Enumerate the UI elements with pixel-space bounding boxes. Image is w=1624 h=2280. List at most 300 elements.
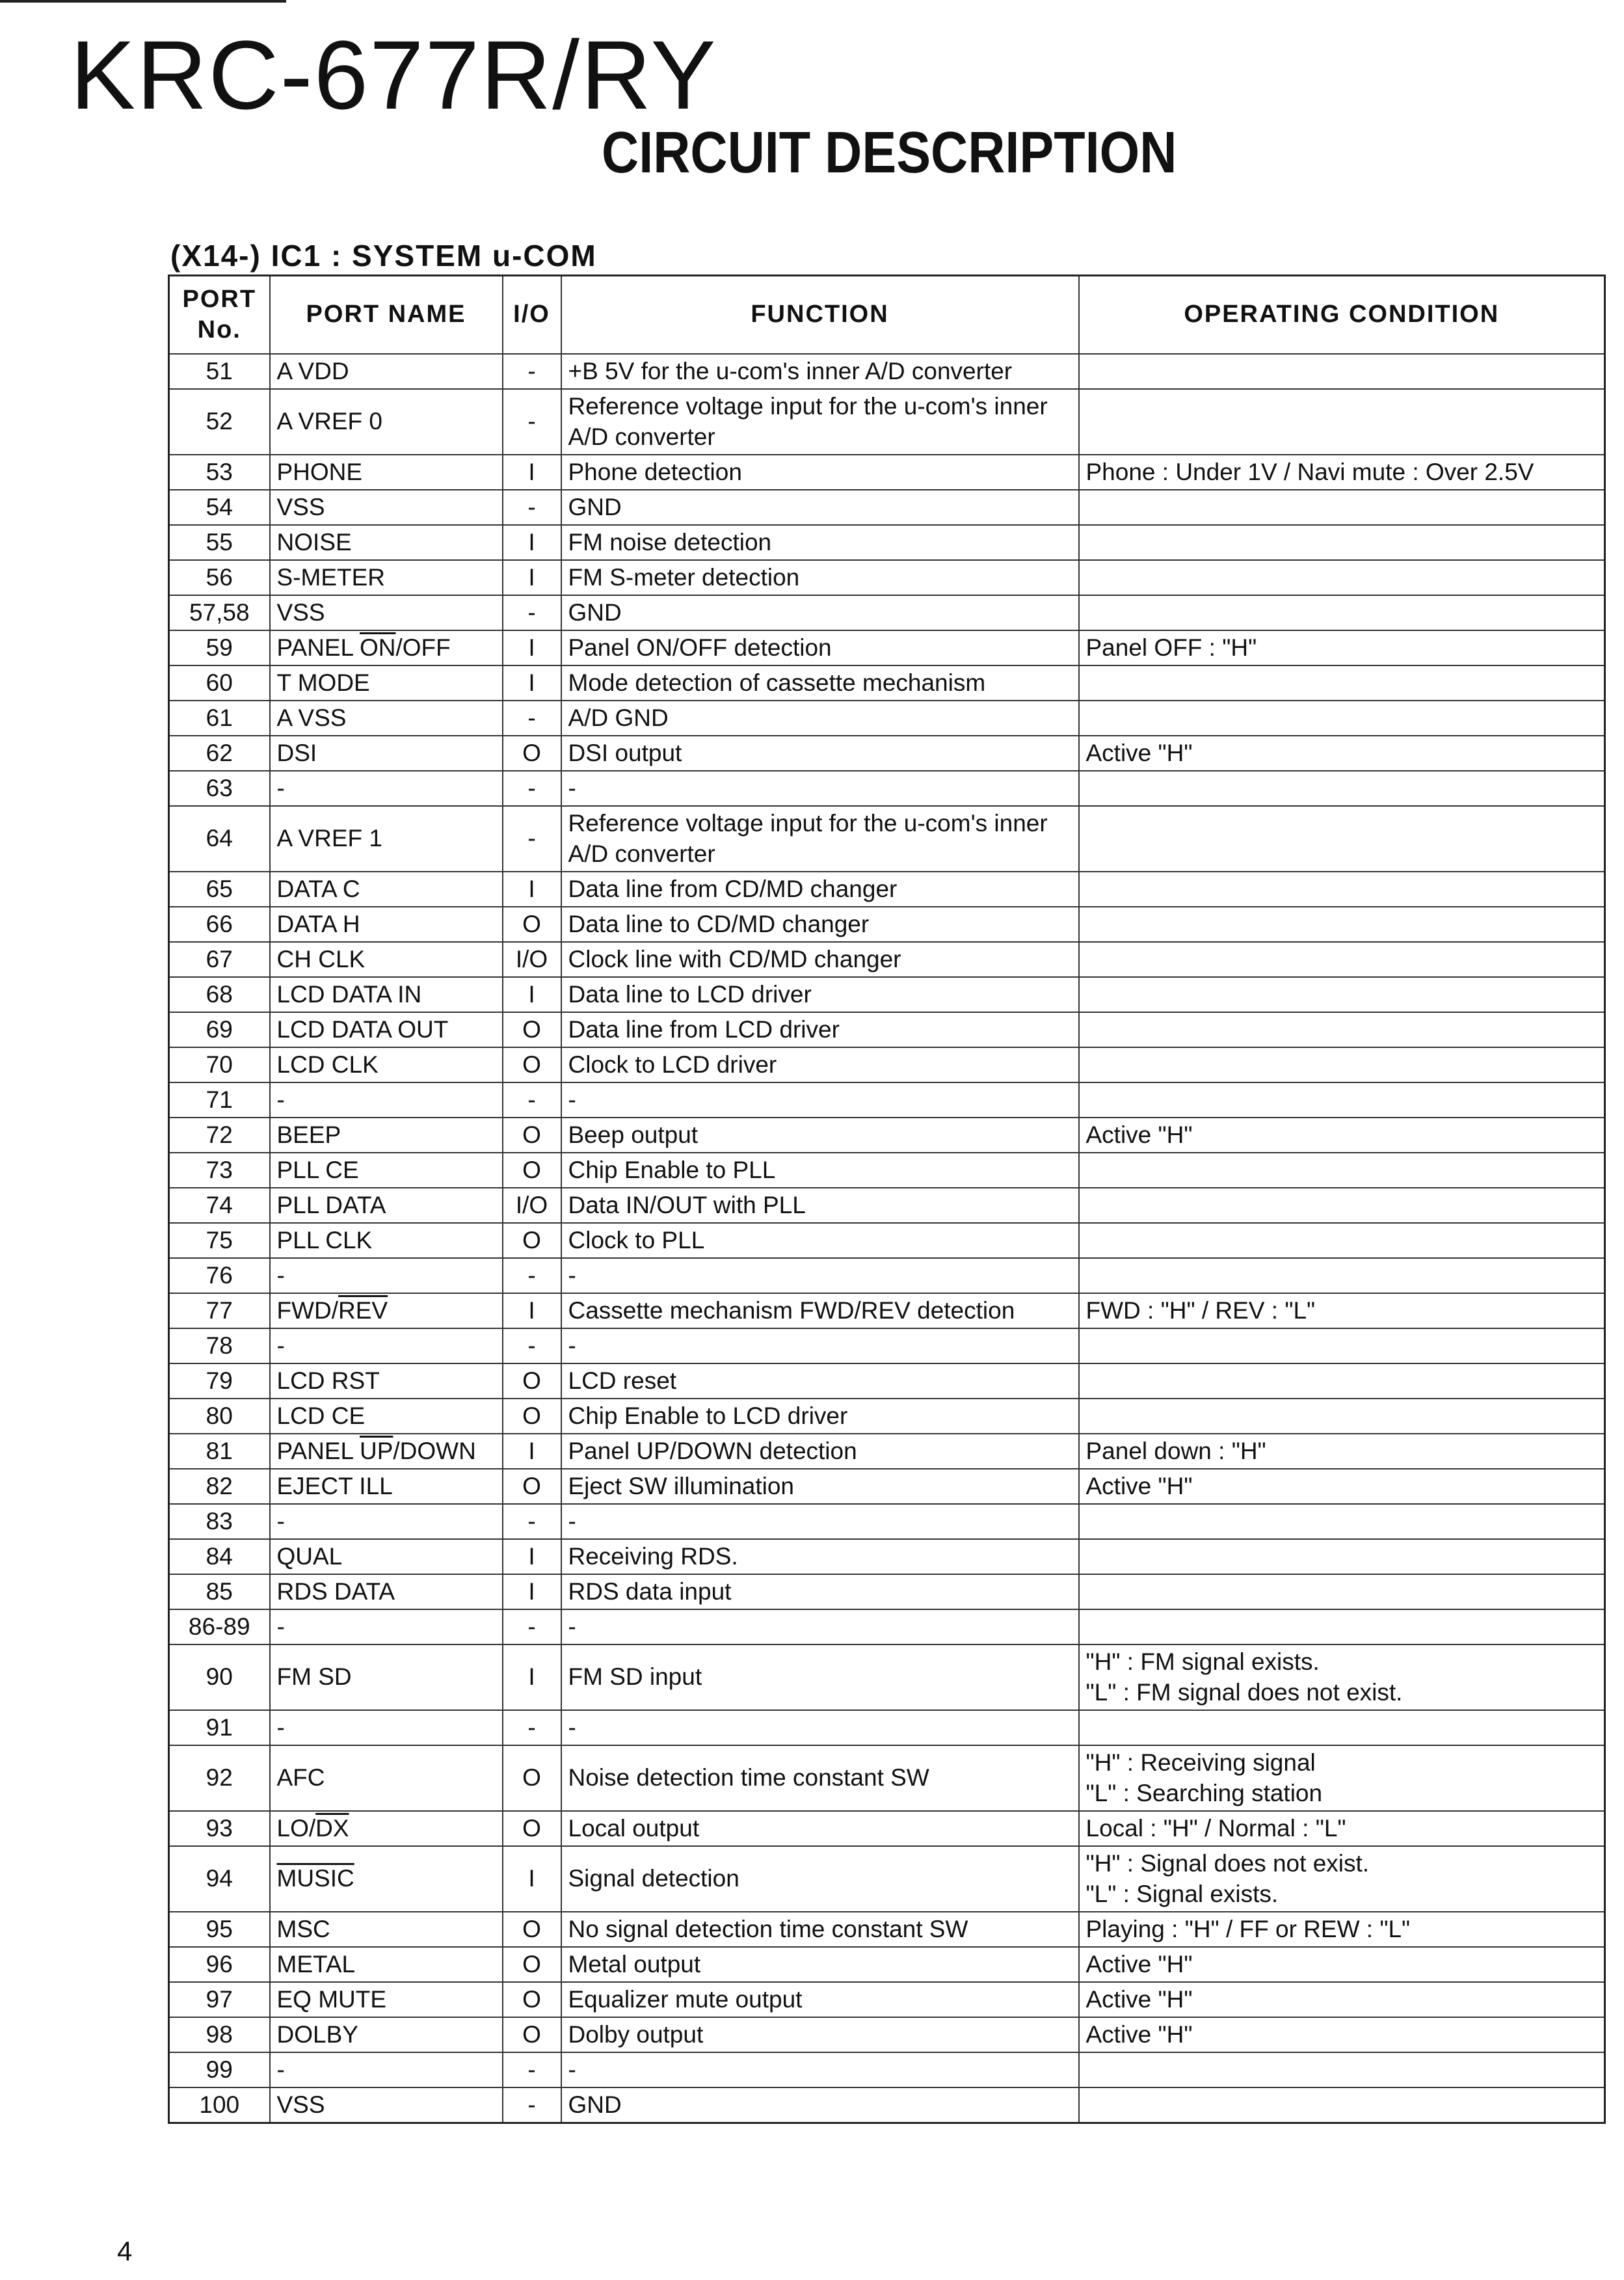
function-cell [561,1188,1079,1223]
function-text: A/D GND [568,704,669,731]
condition-text-line2: "L" : FM signal does not exist. [1085,1678,1403,1706]
function-text: FM noise detection [568,528,772,556]
page-number: 4 [117,2236,133,2266]
function-text: FM S-meter detection [568,563,800,591]
port-number-cell: 93 [169,1811,270,1846]
condition-text: Active "H" [1085,2020,1193,2048]
table-row [169,1434,1605,1469]
model-title: KRC-677R/RY [70,20,717,129]
pin-function-table [168,275,1606,2124]
function-text: Metal output [568,1950,701,1978]
port-number-cell: 73 [169,1153,270,1188]
condition-text: Active "H" [1085,1472,1193,1499]
io-cell: - [503,771,561,806]
function-cell [561,1328,1079,1363]
port-number-cell: 69 [169,1012,270,1047]
operating-condition-cell [1079,595,1605,630]
table-row [169,1947,1605,1982]
table-row [169,1644,1605,1710]
table-row [169,736,1605,771]
operating-condition-cell [1079,354,1605,389]
operating-condition-cell [1079,1504,1605,1539]
port-name-cell: NOISE [270,525,503,560]
io-cell: - [503,1258,561,1293]
function-text: Equalizer mute output [568,1985,803,2013]
port-number-cell: 77 [169,1293,270,1328]
function-text: FM SD input [568,1663,702,1691]
port-name-suffix: /DOWN [393,1437,476,1464]
table-row [169,1710,1605,1745]
port-name-cell [270,1293,503,1328]
table-row [169,1846,1605,1912]
port-name-cell: DSI [270,736,503,771]
condition-text: "H" : Signal does not exist. [1085,1850,1370,1877]
function-text: Reference voltage input for the u-com's inner [568,810,1048,837]
table-row [169,2017,1605,2052]
function-cell [561,665,1079,701]
port-name-cell: - [270,2052,503,2087]
port-number-cell: 72 [169,1118,270,1153]
io-cell: I [503,1644,561,1710]
condition-text: Active "H" [1085,1950,1193,1978]
table-row [169,1469,1605,1504]
port-number-cell: 52 [169,389,270,455]
io-cell: I [503,1293,561,1328]
table-row [169,872,1605,907]
port-number-cell: 54 [169,490,270,525]
port-number-cell: 97 [169,1982,270,2017]
table-row [169,354,1605,389]
io-cell: O [503,1223,561,1258]
table-row [169,977,1605,1012]
operating-condition-cell [1079,525,1605,560]
port-name-cell: VSS [270,490,503,525]
port-number-cell: 75 [169,1223,270,1258]
port-name-cell: QUAL [270,1539,503,1574]
port-name-cell: LCD CLK [270,1047,503,1082]
port-name-active-low: $\overline{DX}$ [315,1814,349,1842]
function-cell [561,1574,1079,1609]
port-number-cell: 76 [169,1258,270,1293]
table-row [169,2087,1605,2123]
table-row [169,455,1605,490]
port-number-cell: 65 [169,872,270,907]
io-cell: I [503,872,561,907]
table-row [169,630,1605,665]
function-text: Phone detection [568,458,742,485]
function-text: Dolby output [568,2020,704,2048]
operating-condition-cell [1079,630,1605,665]
port-number-cell: 99 [169,2052,270,2087]
operating-condition-cell [1079,1574,1605,1609]
table-row [169,1293,1605,1328]
port-number-cell: 56 [169,560,270,595]
operating-condition-cell [1079,560,1605,595]
io-cell: I [503,977,561,1012]
function-text: - [568,1613,576,1640]
port-number-cell: 60 [169,665,270,701]
condition-text: FWD : "H" / REV : "L" [1085,1296,1316,1324]
port-name-cell: METAL [270,1947,503,1982]
port-name-cell: T MODE [270,665,503,701]
operating-condition-cell [1079,1469,1605,1504]
port-name-active-low: $\overline{REV}$ [338,1296,388,1324]
condition-text: Local : "H" / Normal : "L" [1085,1814,1346,1842]
operating-condition-cell [1079,2087,1605,2123]
io-cell: I [503,630,561,665]
port-name-cell: VSS [270,595,503,630]
port-number-cell: 78 [169,1328,270,1363]
operating-condition-cell [1079,1982,1605,2017]
function-cell [561,1363,1079,1399]
function-text: Signal detection [568,1865,739,1892]
table-row [169,701,1605,736]
port-number-cell: 91 [169,1710,270,1745]
table-row [169,389,1605,455]
function-text: Data IN/OUT with PLL [568,1191,806,1218]
operating-condition-cell [1079,1153,1605,1188]
operating-condition-cell [1079,455,1605,490]
table-row [169,1539,1605,1574]
operating-condition-cell [1079,1644,1605,1710]
table-row [169,1574,1605,1609]
function-cell [561,736,1079,771]
port-number-cell: 62 [169,736,270,771]
io-cell: I [503,560,561,595]
io-cell: - [503,806,561,872]
function-cell [561,1469,1079,1504]
port-number-cell: 92 [169,1745,270,1811]
function-cell [561,1912,1079,1947]
operating-condition-cell [1079,1745,1605,1811]
port-number-cell: 94 [169,1846,270,1912]
operating-condition-cell [1079,1118,1605,1153]
port-number-cell: 63 [169,771,270,806]
function-cell [561,1118,1079,1153]
function-text: Panel UP/DOWN detection [568,1437,857,1464]
io-cell: - [503,2052,561,2087]
condition-text: Panel OFF : "H" [1085,634,1257,661]
function-text: Reference voltage input for the u-com's inner [568,393,1048,420]
function-text: GND [568,493,622,520]
condition-text: "H" : FM signal exists. [1085,1648,1320,1676]
operating-condition-cell [1079,1328,1605,1363]
table-row [169,1012,1605,1047]
io-cell: O [503,1012,561,1047]
io-cell: O [503,1745,561,1811]
function-text: GND [568,598,622,626]
condition-text: Active "H" [1085,1985,1193,2013]
table-row [169,525,1605,560]
port-name-cell [270,630,503,665]
table-row [169,806,1605,872]
table-row [169,942,1605,977]
io-cell: I [503,525,561,560]
port-number-cell: 83 [169,1504,270,1539]
port-name-cell: LCD DATA IN [270,977,503,1012]
section-title: CIRCUIT DESCRIPTION [602,120,1177,185]
function-cell [561,872,1079,907]
port-name-active-low: $\overline{ON}$ [360,634,396,661]
operating-condition-cell [1079,771,1605,806]
function-text: Local output [568,1814,700,1842]
function-cell [561,630,1079,665]
port-number-cell: 67 [169,942,270,977]
io-cell: O [503,736,561,771]
table-caption: (X14-) IC1 : SYSTEM u-COM [170,239,597,273]
port-number-cell: 80 [169,1399,270,1434]
io-cell: I [503,1846,561,1912]
operating-condition-cell [1079,1082,1605,1118]
io-cell: I [503,665,561,701]
io-cell: - [503,1328,561,1363]
port-number-cell: 84 [169,1539,270,1574]
io-cell: - [503,490,561,525]
operating-condition-cell [1079,665,1605,701]
function-text: Receiving RDS. [568,1542,738,1570]
operating-condition-cell [1079,2052,1605,2087]
port-name-cell: - [270,1504,503,1539]
port-name-active-low: MUSIC [276,1865,354,1892]
operating-condition-cell [1079,806,1605,872]
function-text: Clock line with CD/MD changer [568,945,901,972]
operating-condition-cell [1079,1363,1605,1399]
port-name-cell: RDS DATA [270,1574,503,1609]
col-header-function: FUNCTION [561,276,1079,355]
io-cell: O [503,907,561,942]
function-cell [561,942,1079,977]
port-name-cell: - [270,771,503,806]
table-row [169,1811,1605,1846]
function-cell [561,1258,1079,1293]
table-row [169,1258,1605,1293]
port-name-cell: FM SD [270,1644,503,1710]
function-text: Clock to PLL [568,1226,705,1254]
table-row [169,1047,1605,1082]
port-number-cell: 71 [169,1082,270,1118]
port-name-cell: DATA C [270,872,503,907]
table-row [169,1912,1605,1947]
col-header-condition: OPERATING CONDITION [1079,276,1605,355]
operating-condition-cell [1079,1399,1605,1434]
table-row [169,560,1605,595]
table-row [169,490,1605,525]
port-number-cell: 57,58 [169,595,270,630]
table-row [169,1223,1605,1258]
function-text: - [568,1086,576,1113]
function-cell [561,1947,1079,1982]
table-row [169,1328,1605,1363]
operating-condition-cell [1079,1293,1605,1328]
function-cell [561,595,1079,630]
operating-condition-cell [1079,1223,1605,1258]
function-cell [561,525,1079,560]
table-body [169,354,1605,2123]
condition-text: Panel down : "H" [1085,1437,1266,1464]
operating-condition-cell [1079,1609,1605,1644]
port-name-cell: - [270,1710,503,1745]
io-cell: - [503,354,561,389]
operating-condition-cell [1079,1434,1605,1469]
port-name-cell: - [270,1082,503,1118]
condition-text: Phone : Under 1V / Navi mute : Over 2.5V [1085,458,1534,485]
function-cell [561,1082,1079,1118]
io-cell: O [503,1118,561,1153]
table-row [169,1609,1605,1644]
port-number-cell: 90 [169,1644,270,1710]
function-cell [561,1644,1079,1710]
port-name-cell: PLL DATA [270,1188,503,1223]
table-row [169,1504,1605,1539]
function-text: LCD reset [568,1367,677,1394]
port-number-cell: 51 [169,354,270,389]
port-name-text: PANEL [276,1437,360,1464]
io-cell: I/O [503,1188,561,1223]
function-text: Chip Enable to PLL [568,1156,776,1183]
port-name-cell: PHONE [270,455,503,490]
io-cell: - [503,389,561,455]
function-text: Cassette mechanism FWD/REV detection [568,1296,1015,1324]
port-name-suffix: /OFF [395,634,451,661]
operating-condition-cell [1079,1710,1605,1745]
io-cell: O [503,1811,561,1846]
port-number-cell: 95 [169,1912,270,1947]
io-cell: - [503,1504,561,1539]
condition-text-line2: "L" : Signal exists. [1085,1880,1279,1907]
operating-condition-cell [1079,2017,1605,2052]
port-name-cell: LCD CE [270,1399,503,1434]
io-cell: - [503,1710,561,1745]
io-cell: O [503,2017,561,2052]
operating-condition-cell [1079,977,1605,1012]
operating-condition-cell [1079,1539,1605,1574]
table-row [169,907,1605,942]
function-cell [561,490,1079,525]
function-cell [561,1223,1079,1258]
condition-text: Active "H" [1085,1121,1193,1148]
function-cell [561,1434,1079,1469]
table-row [169,2052,1605,2087]
port-name-cell: A VREF 1 [270,806,503,872]
function-cell [561,2087,1079,2123]
operating-condition-cell [1079,389,1605,455]
table-row [169,1153,1605,1188]
io-cell: O [503,1363,561,1399]
port-number-cell: 79 [169,1363,270,1399]
port-number-cell: 82 [169,1469,270,1504]
col-header-port: PORT No. [169,276,270,355]
io-cell: - [503,1609,561,1644]
function-cell [561,389,1079,455]
port-number-cell: 86-89 [169,1609,270,1644]
function-text: - [568,1713,576,1741]
port-name-cell: LCD RST [270,1363,503,1399]
function-cell [561,701,1079,736]
operating-condition-cell [1079,1258,1605,1293]
table-row [169,1188,1605,1223]
function-text: - [568,1261,576,1289]
port-name-cell: A VDD [270,354,503,389]
io-cell: O [503,1153,561,1188]
function-text: Chip Enable to LCD driver [568,1402,848,1429]
io-cell: I [503,1574,561,1609]
function-text: DSI output [568,739,682,766]
condition-text-line2: "L" : Searching station [1085,1779,1323,1806]
function-text: Data line from CD/MD changer [568,875,898,902]
port-name-cell: - [270,1609,503,1644]
col-header-name: PORT NAME [270,276,503,355]
function-cell [561,1982,1079,2017]
io-cell: - [503,595,561,630]
port-name-cell: DOLBY [270,2017,503,2052]
function-cell [561,771,1079,806]
table-row [169,595,1605,630]
operating-condition-cell [1079,490,1605,525]
function-text-line2: A/D converter [568,840,715,867]
function-text: Data line from LCD driver [568,1015,840,1043]
port-number-cell: 64 [169,806,270,872]
function-text: - [568,1332,576,1359]
function-text: No signal detection time constant SW [568,1915,968,1942]
function-cell [561,560,1079,595]
function-cell [561,1710,1079,1745]
port-name-cell: EJECT ILL [270,1469,503,1504]
port-name-cell [270,1434,503,1469]
function-text: Beep output [568,1121,699,1148]
table-row [169,1745,1605,1811]
function-cell [561,354,1079,389]
function-cell [561,1399,1079,1434]
function-cell [561,2017,1079,2052]
function-text-line2: A/D converter [568,423,715,450]
port-name-cell: S-METER [270,560,503,595]
table-row [169,665,1605,701]
function-cell [561,1012,1079,1047]
function-text: - [568,774,576,801]
function-cell [561,1811,1079,1846]
operating-condition-cell [1079,1912,1605,1947]
port-number-cell: 61 [169,701,270,736]
port-name-cell: A VREF 0 [270,389,503,455]
port-name-text: FWD/ [276,1296,339,1324]
port-name-cell: - [270,1328,503,1363]
port-name-cell: A VSS [270,701,503,736]
function-text: Data line to LCD driver [568,980,812,1008]
port-name-cell: DATA H [270,907,503,942]
function-text: GND [568,2091,622,2118]
port-number-cell: 66 [169,907,270,942]
top-rule [0,0,286,3]
table-row [169,1982,1605,2017]
function-cell [561,1609,1079,1644]
operating-condition-cell [1079,1811,1605,1846]
operating-condition-cell [1079,1188,1605,1223]
port-name-text: PANEL [276,634,360,661]
function-cell [561,1293,1079,1328]
port-number-cell: 100 [169,2087,270,2123]
io-cell: O [503,1047,561,1082]
function-text: Noise detection time constant SW [568,1764,929,1791]
table-row [169,1118,1605,1153]
port-number-cell: 70 [169,1047,270,1082]
io-cell: O [503,1912,561,1947]
condition-text: Active "H" [1085,739,1193,766]
function-cell [561,2052,1079,2087]
operating-condition-cell [1079,701,1605,736]
table-header-row [169,276,1605,355]
port-name-cell: PLL CE [270,1153,503,1188]
io-cell: O [503,1982,561,2017]
